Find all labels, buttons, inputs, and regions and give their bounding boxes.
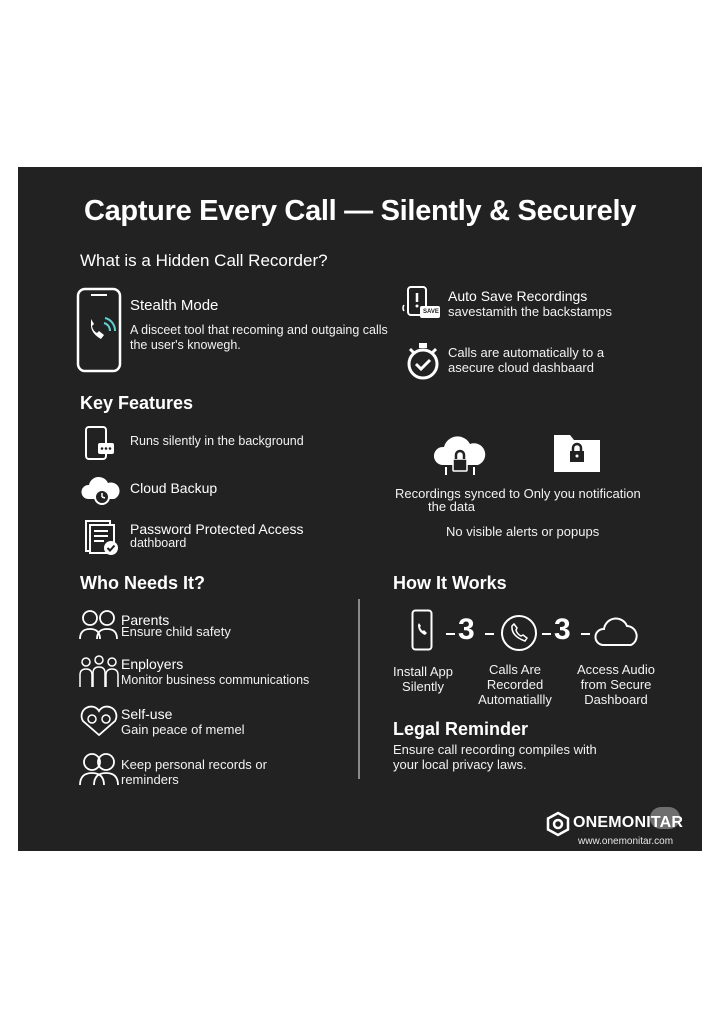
stealth-mode-title: Stealth Mode xyxy=(130,297,219,314)
infographic-panel xyxy=(18,167,702,851)
records-desc-line-2: reminders xyxy=(121,772,179,787)
stealth-desc-line-2: the user's knowegh. xyxy=(130,338,241,352)
step-1-line-2: Silently xyxy=(402,679,444,694)
folder-lock-icon xyxy=(552,429,604,475)
feature-password-sub: dathboard xyxy=(130,536,187,550)
legal-line-2: your local privacy laws. xyxy=(393,757,527,772)
step-2-line-2: Recorded xyxy=(486,677,544,692)
step-2-line-3: Automatiallly xyxy=(478,692,552,707)
step-cloud-icon xyxy=(593,615,641,649)
self-use-title: Self-use xyxy=(121,706,173,722)
brand-name: ONEMONITAR xyxy=(573,814,684,831)
feature-runs-silently: Runs silently in the background xyxy=(130,434,304,448)
auto-save-title: Auto Save Recordings xyxy=(448,288,588,304)
step-connector xyxy=(581,633,590,635)
employers-title: Enployers xyxy=(121,656,184,672)
who-needs-heading: Who Needs It? xyxy=(80,573,205,593)
page-title: Capture Every Call — Silently & Securely xyxy=(83,195,637,227)
document-lock-icon xyxy=(84,517,120,557)
step-2-label xyxy=(470,662,560,707)
step-3-label xyxy=(570,662,662,707)
translucent-badge xyxy=(650,807,680,829)
step-2-line-1: Calls Are xyxy=(488,662,542,677)
auto-save-desc: savestamith the backstamps xyxy=(448,304,613,319)
records-people-icon xyxy=(78,751,120,787)
feature-cloud-backup: Cloud Backup xyxy=(130,480,218,496)
smartphone-call-icon xyxy=(76,287,122,373)
step-number: 3 xyxy=(458,613,475,646)
stealth-desc-line-1: A disceet tool that recoming and outgaing calls xyxy=(130,323,388,337)
no-alerts-text: No visible alerts or popups xyxy=(446,524,600,539)
step-3-line-3: Dashboard xyxy=(584,692,648,707)
stopwatch-check-icon xyxy=(404,341,442,381)
brand-logo-icon xyxy=(546,811,570,837)
step-phone-icon xyxy=(411,609,433,651)
sync-text-line-2: the data xyxy=(428,499,475,514)
cloud-clock-icon xyxy=(80,473,122,507)
section-divider xyxy=(358,599,360,779)
brand-url[interactable]: www.onemonitar.com xyxy=(578,836,674,847)
save-badge: SAVE xyxy=(423,309,439,315)
legal-line-1: Ensure call recording compiles with xyxy=(393,742,597,757)
key-features-heading: Key Features xyxy=(80,393,194,413)
legal-heading: Legal Reminder xyxy=(393,719,529,739)
cloud-dashboard-desc-2: asecure cloud dashbaard xyxy=(448,360,594,375)
step-number: 3 xyxy=(554,613,571,646)
sync-text-line-1: Recordings synced to Only you notification xyxy=(395,486,641,501)
employers-icon xyxy=(78,655,120,689)
cloud-lock-icon xyxy=(432,431,488,477)
records-desc-line-1: Keep personal records or xyxy=(121,757,267,772)
self-use-icon xyxy=(78,703,120,737)
phone-chat-icon xyxy=(84,425,116,461)
feature-password-access: Password Protected Access xyxy=(130,521,304,537)
step-3-line-2: from Secure xyxy=(580,677,652,692)
step-connector xyxy=(542,633,551,635)
parents-desc: Ensure child safety xyxy=(121,624,231,639)
self-use-desc: Gain peace of memel xyxy=(121,722,245,737)
step-1-label xyxy=(386,664,460,694)
step-1-line-1: Install App xyxy=(393,664,453,679)
parents-title: Parents xyxy=(121,612,170,628)
parents-icon xyxy=(78,609,120,641)
cloud-dashboard-desc-1: Calls are automatically to a xyxy=(448,345,605,360)
employers-desc: Monitor business communications xyxy=(121,673,310,687)
step-call-icon xyxy=(500,614,538,652)
step-connector xyxy=(446,633,455,635)
step-connector xyxy=(485,633,494,635)
how-it-works-heading: How It Works xyxy=(393,573,507,593)
phone-save-icon xyxy=(400,285,442,321)
step-3-line-1: Access Audio xyxy=(576,662,656,677)
what-is-heading: What is a Hidden Call Recorder? xyxy=(80,251,328,270)
